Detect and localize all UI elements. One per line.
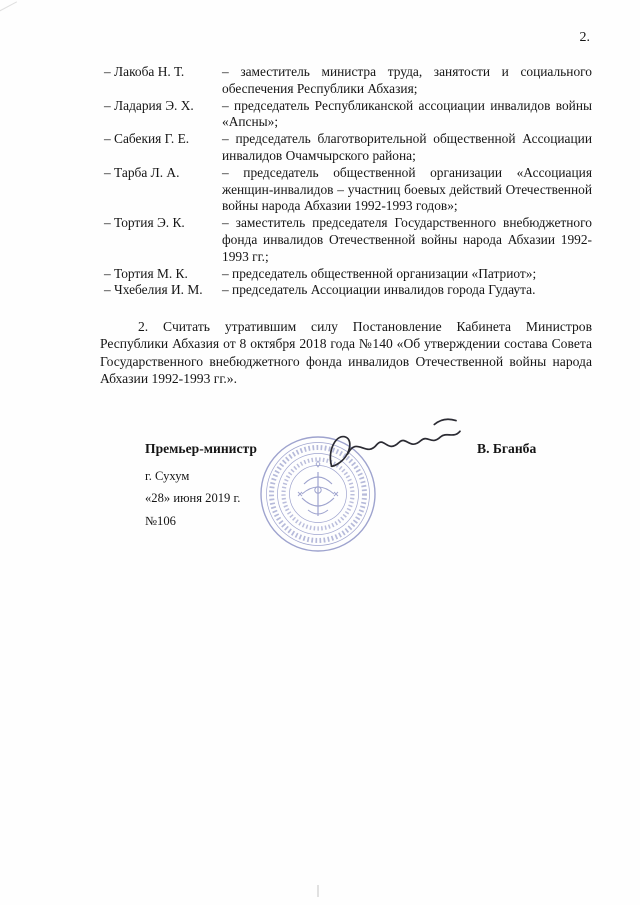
- member-name: – Тарба Л. А.: [104, 164, 180, 180]
- signatory-name: В. Бганба: [477, 441, 537, 456]
- member-name: – Тортия Э. К.: [104, 215, 185, 231]
- signature-city: г. Сухум: [145, 469, 190, 483]
- document-content: [0, 0, 640, 387]
- member-name: – Тортия М. К.: [104, 265, 188, 281]
- member-role: – председатель общественной организации «Ассоциация женщин-инвалидов – участниц боевых действий Отечественной войны народа Абхазии 1992-1993 годов»;: [222, 164, 592, 214]
- member-role: – заместитель министра труда, занятости и социального обеспечения Республики Абхазия;: [222, 64, 592, 96]
- member-name: – Сабекия Г. Е.: [104, 131, 190, 147]
- member-role: – председатель Ассоциации инвалидов города Гудаута.: [222, 282, 536, 298]
- page-number: 2.: [579, 30, 590, 45]
- member-row: [104, 266, 592, 283]
- member-role: – председатель благотворительной общественной Ассоциации инвалидов Очамчырского района;: [222, 131, 592, 163]
- member-name: – Ладария Э. Х.: [104, 97, 194, 113]
- member-row: [104, 98, 592, 132]
- signature-icon: [318, 412, 472, 481]
- member-row: [104, 64, 592, 98]
- member-row: [104, 215, 592, 265]
- decree-paragraph: 2. Считать утратившим силу Постановление Кабинета Министров Республики Абхазия от 8 октября 2018 года №140 «Об утверждении состава Совета Государственного внебюджетного фонда инвалидов Отечественной войны народа Абхазии 1992-1993 гг.».: [100, 319, 592, 386]
- member-role: – заместитель председателя Государственного внебюджетного фонда инвалидов Отечественной войны народа Абхазии 1992-1993 гг.;: [222, 215, 592, 264]
- document-number: №106: [145, 514, 176, 528]
- scan-artifact: [317, 885, 319, 897]
- signature-date: «28» июня 2019 г.: [145, 491, 241, 505]
- member-row: [104, 282, 592, 299]
- member-row: [104, 131, 592, 165]
- signature-title: Премьер-министр: [145, 441, 257, 456]
- member-row: [104, 165, 592, 215]
- member-name: – Лакоба Н. Т.: [104, 64, 185, 79]
- member-role: – председатель Республиканской ассоциации инвалидов войны «Апсны»;: [222, 97, 592, 130]
- member-name: – Чхебелия И. М.: [104, 282, 203, 298]
- member-role: – председатель общественной организации «Патриот»;: [222, 265, 537, 281]
